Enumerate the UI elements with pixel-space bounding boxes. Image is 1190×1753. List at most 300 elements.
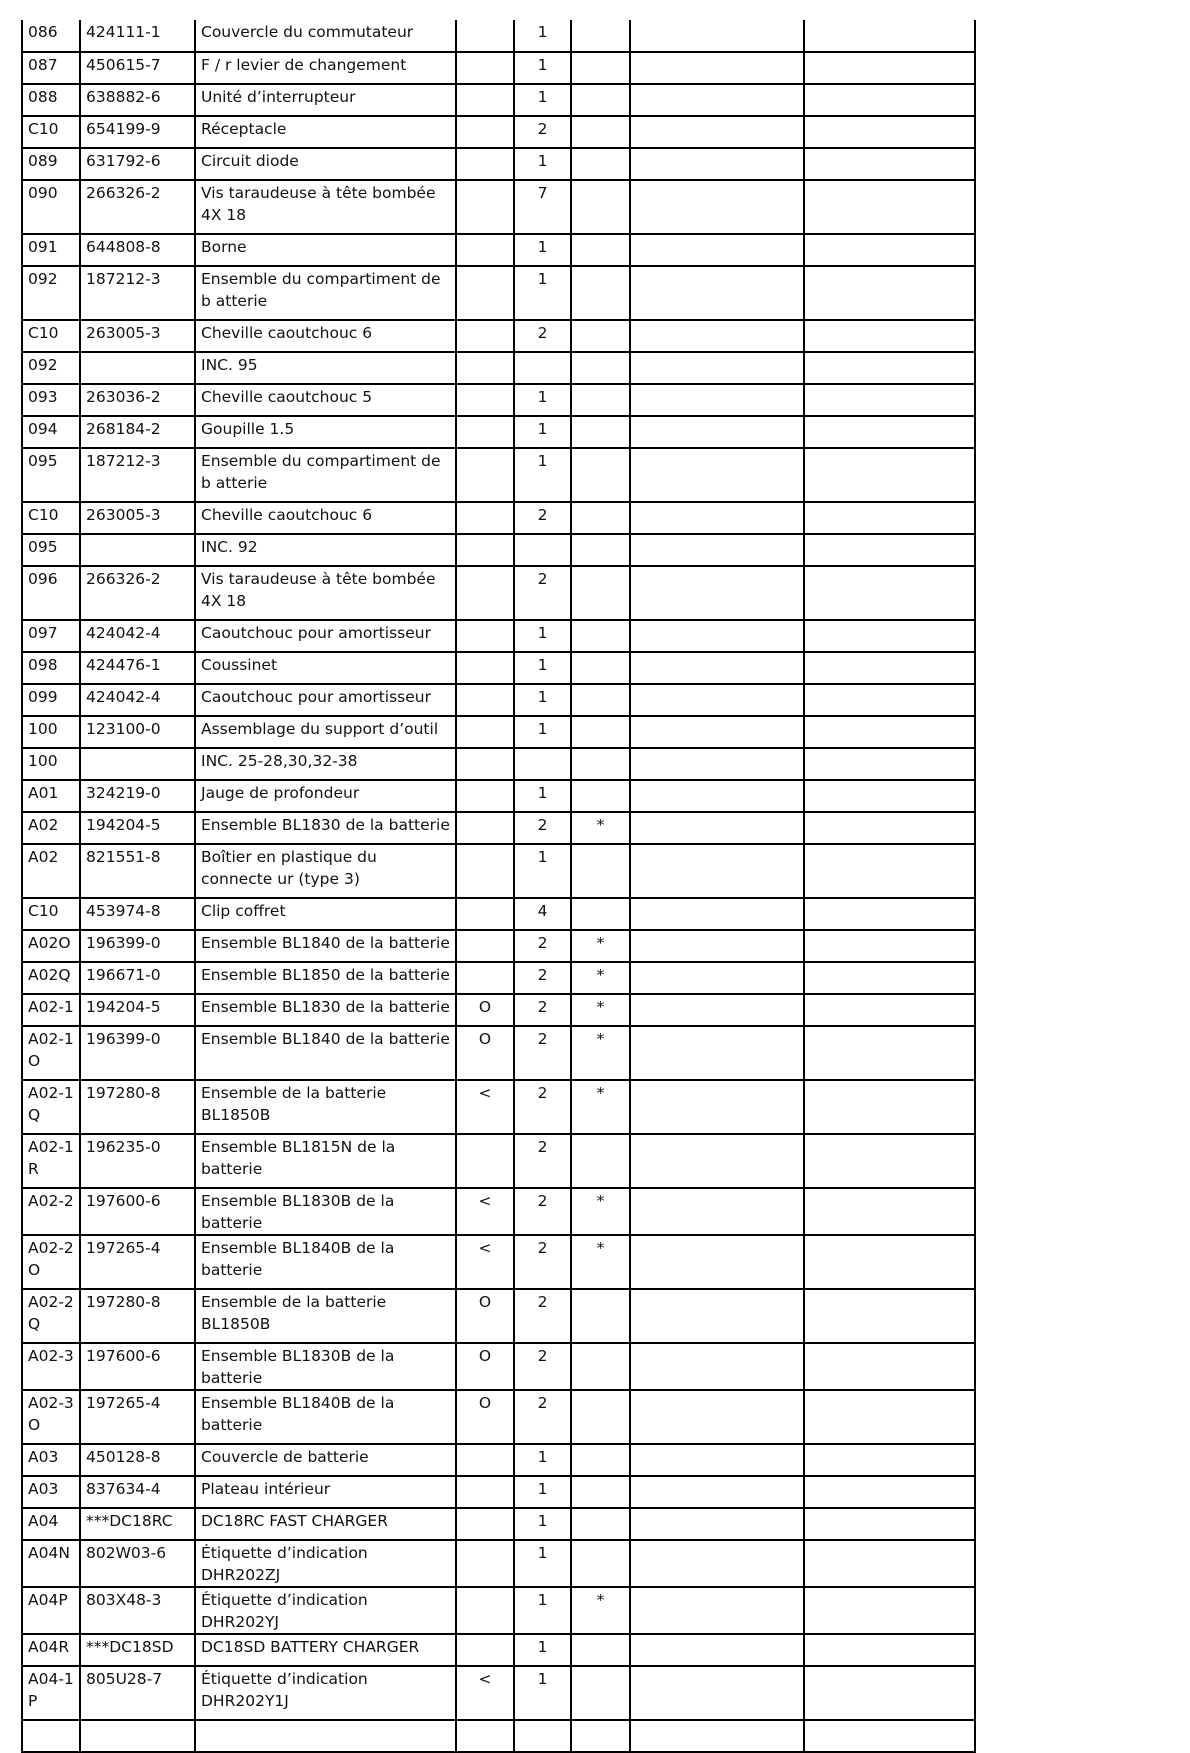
blank-cell xyxy=(630,416,804,448)
item-number-cell: A02-1 Q xyxy=(22,1080,80,1134)
description-cell: Coussinet xyxy=(195,652,456,684)
description-cell: INC. 95 xyxy=(195,352,456,384)
marker-cell xyxy=(456,1587,514,1634)
quantity-cell: 1 xyxy=(514,1444,571,1476)
note-cell xyxy=(571,1720,630,1752)
marker-cell: < xyxy=(456,1235,514,1289)
item-number-cell: A02 xyxy=(22,812,80,844)
marker-cell xyxy=(456,898,514,930)
item-number-cell: A04R xyxy=(22,1634,80,1666)
item-number-cell: 092 xyxy=(22,352,80,384)
blank-cell xyxy=(630,534,804,566)
quantity-cell: 2 xyxy=(514,1134,571,1188)
item-number-cell: C10 xyxy=(22,320,80,352)
note-cell: * xyxy=(571,994,630,1026)
item-number-cell: A03 xyxy=(22,1476,80,1508)
blank-cell xyxy=(804,812,975,844)
quantity-cell: 1 xyxy=(514,20,571,52)
note-cell xyxy=(571,416,630,448)
marker-cell xyxy=(456,534,514,566)
blank-cell xyxy=(804,180,975,234)
blank-cell xyxy=(804,384,975,416)
part-number-cell: 268184-2 xyxy=(80,416,195,448)
blank-cell xyxy=(804,1634,975,1666)
blank-cell xyxy=(630,566,804,620)
blank-cell xyxy=(804,1666,975,1720)
item-number-cell: 095 xyxy=(22,448,80,502)
description-cell: Ensemble de la batterie BL1850B xyxy=(195,1289,456,1343)
blank-cell xyxy=(804,1343,975,1390)
table-row xyxy=(22,780,975,812)
description-cell: Ensemble BL1840 de la batterie xyxy=(195,1026,456,1080)
part-number-cell: 123100-0 xyxy=(80,716,195,748)
description-cell: DC18SD BATTERY CHARGER xyxy=(195,1634,456,1666)
marker-cell xyxy=(456,1508,514,1540)
blank-cell xyxy=(804,1080,975,1134)
blank-cell xyxy=(630,780,804,812)
part-number-cell: 263005-3 xyxy=(80,502,195,534)
marker-cell xyxy=(456,52,514,84)
item-number-cell: 091 xyxy=(22,234,80,266)
table-row xyxy=(22,266,975,320)
item-number-cell: 098 xyxy=(22,652,80,684)
blank-cell xyxy=(630,1476,804,1508)
blank-cell xyxy=(630,502,804,534)
blank-cell xyxy=(804,1444,975,1476)
marker-cell xyxy=(456,1444,514,1476)
note-cell xyxy=(571,384,630,416)
table-row xyxy=(22,844,975,898)
blank-cell xyxy=(804,116,975,148)
marker-cell xyxy=(456,266,514,320)
table-row xyxy=(22,1080,975,1134)
description-cell: Ensemble BL1840B de la batterie xyxy=(195,1390,456,1444)
note-cell xyxy=(571,266,630,320)
item-number-cell: 087 xyxy=(22,52,80,84)
part-number-cell: 266326-2 xyxy=(80,566,195,620)
note-cell: * xyxy=(571,930,630,962)
note-cell: * xyxy=(571,1026,630,1080)
note-cell: * xyxy=(571,1188,630,1235)
note-cell xyxy=(571,502,630,534)
note-cell xyxy=(571,1476,630,1508)
blank-cell xyxy=(804,898,975,930)
part-number-cell: ***DC18SD xyxy=(80,1634,195,1666)
blank-cell xyxy=(630,1235,804,1289)
marker-cell: O xyxy=(456,1390,514,1444)
note-cell xyxy=(571,116,630,148)
parts-table xyxy=(21,20,976,1753)
blank-cell xyxy=(630,148,804,180)
marker-cell xyxy=(456,352,514,384)
quantity-cell: 2 xyxy=(514,116,571,148)
blank-cell xyxy=(804,1134,975,1188)
blank-cell xyxy=(630,116,804,148)
note-cell xyxy=(571,534,630,566)
part-number-cell: 654199-9 xyxy=(80,116,195,148)
note-cell xyxy=(571,1634,630,1666)
part-number-cell xyxy=(80,1720,195,1752)
marker-cell xyxy=(456,1720,514,1752)
quantity-cell: 2 xyxy=(514,962,571,994)
description-cell: F / r levier de changement xyxy=(195,52,456,84)
blank-cell xyxy=(804,148,975,180)
part-number-cell: 803X48-3 xyxy=(80,1587,195,1634)
marker-cell xyxy=(456,716,514,748)
description-cell: Ensemble BL1840 de la batterie xyxy=(195,930,456,962)
blank-cell xyxy=(804,780,975,812)
table-row xyxy=(22,448,975,502)
note-cell xyxy=(571,1390,630,1444)
quantity-cell: 1 xyxy=(514,1666,571,1720)
blank-cell xyxy=(804,566,975,620)
quantity-cell: 2 xyxy=(514,1289,571,1343)
blank-cell xyxy=(804,1720,975,1752)
part-number-cell: 187212-3 xyxy=(80,266,195,320)
part-number-cell: 197600-6 xyxy=(80,1188,195,1235)
quantity-cell: 1 xyxy=(514,716,571,748)
marker-cell xyxy=(456,20,514,52)
table-row xyxy=(22,352,975,384)
item-number-cell: 100 xyxy=(22,748,80,780)
blank-cell xyxy=(630,234,804,266)
description-cell: Caoutchouc pour amortisseur xyxy=(195,620,456,652)
note-cell xyxy=(571,716,630,748)
blank-cell xyxy=(804,652,975,684)
table-row xyxy=(22,684,975,716)
item-number-cell: 090 xyxy=(22,180,80,234)
blank-cell xyxy=(804,320,975,352)
marker-cell xyxy=(456,844,514,898)
table-row xyxy=(22,1235,975,1289)
table-row xyxy=(22,1508,975,1540)
quantity-cell: 2 xyxy=(514,994,571,1026)
blank-cell xyxy=(630,84,804,116)
table-row xyxy=(22,384,975,416)
quantity-cell: 2 xyxy=(514,1026,571,1080)
description-cell xyxy=(195,1720,456,1752)
quantity-cell: 2 xyxy=(514,320,571,352)
marker-cell xyxy=(456,1476,514,1508)
note-cell xyxy=(571,684,630,716)
marker-cell xyxy=(456,1540,514,1587)
part-number-cell: 197280-8 xyxy=(80,1289,195,1343)
note-cell: * xyxy=(571,1235,630,1289)
blank-cell xyxy=(630,812,804,844)
description-cell: Ensemble BL1830 de la batterie xyxy=(195,994,456,1026)
table-row xyxy=(22,502,975,534)
table-row xyxy=(22,116,975,148)
blank-cell xyxy=(630,320,804,352)
marker-cell xyxy=(456,320,514,352)
description-cell: INC. 25-28,30,32-38 xyxy=(195,748,456,780)
table-row xyxy=(22,1476,975,1508)
blank-cell xyxy=(804,1390,975,1444)
description-cell: Ensemble du compartiment de b atterie xyxy=(195,266,456,320)
blank-cell xyxy=(804,748,975,780)
description-cell: Ensemble de la batterie BL1850B xyxy=(195,1080,456,1134)
item-number-cell: 094 xyxy=(22,416,80,448)
marker-cell xyxy=(456,148,514,180)
blank-cell xyxy=(630,384,804,416)
quantity-cell: 1 xyxy=(514,448,571,502)
part-number-cell: 805U28-7 xyxy=(80,1666,195,1720)
table-row xyxy=(22,148,975,180)
marker-cell xyxy=(456,652,514,684)
table-row xyxy=(22,52,975,84)
quantity-cell: 1 xyxy=(514,148,571,180)
blank-cell xyxy=(804,1476,975,1508)
quantity-cell: 1 xyxy=(514,52,571,84)
description-cell: INC. 92 xyxy=(195,534,456,566)
table-row xyxy=(22,1587,975,1634)
blank-cell xyxy=(630,1343,804,1390)
table-row xyxy=(22,1188,975,1235)
blank-cell xyxy=(630,1390,804,1444)
note-cell: * xyxy=(571,1587,630,1634)
quantity-cell: 1 xyxy=(514,234,571,266)
item-number-cell: A02-1 R xyxy=(22,1134,80,1188)
table-row xyxy=(22,994,975,1026)
note-cell: * xyxy=(571,812,630,844)
blank-cell xyxy=(630,180,804,234)
quantity-cell xyxy=(514,748,571,780)
table-row xyxy=(22,1390,975,1444)
blank-cell xyxy=(804,352,975,384)
blank-cell xyxy=(804,1587,975,1634)
blank-cell xyxy=(630,1587,804,1634)
item-number-cell: C10 xyxy=(22,116,80,148)
item-number-cell: 096 xyxy=(22,566,80,620)
blank-cell xyxy=(804,1188,975,1235)
blank-cell xyxy=(804,1540,975,1587)
item-number-cell: A04 xyxy=(22,1508,80,1540)
item-number-cell xyxy=(22,1720,80,1752)
item-number-cell: C10 xyxy=(22,502,80,534)
table-row xyxy=(22,180,975,234)
part-number-cell: 197265-4 xyxy=(80,1235,195,1289)
blank-cell xyxy=(630,1444,804,1476)
description-cell: Couvercle du commutateur xyxy=(195,20,456,52)
description-cell: Ensemble BL1830B de la batterie xyxy=(195,1188,456,1235)
item-number-cell: A04-1 P xyxy=(22,1666,80,1720)
description-cell: Réceptacle xyxy=(195,116,456,148)
item-number-cell: 088 xyxy=(22,84,80,116)
part-number-cell xyxy=(80,748,195,780)
quantity-cell: 1 xyxy=(514,1587,571,1634)
part-number-cell: 424042-4 xyxy=(80,620,195,652)
description-cell: DC18RC FAST CHARGER xyxy=(195,1508,456,1540)
marker-cell: < xyxy=(456,1188,514,1235)
part-number-cell: 194204-5 xyxy=(80,812,195,844)
item-number-cell: A02-2 xyxy=(22,1188,80,1235)
quantity-cell: 2 xyxy=(514,1390,571,1444)
table-row xyxy=(22,1343,975,1390)
marker-cell: O xyxy=(456,1289,514,1343)
blank-cell xyxy=(804,844,975,898)
part-number-cell: 424042-4 xyxy=(80,684,195,716)
description-cell: Circuit diode xyxy=(195,148,456,180)
marker-cell xyxy=(456,234,514,266)
table-row xyxy=(22,320,975,352)
part-number-cell: 324219-0 xyxy=(80,780,195,812)
description-cell: Ensemble BL1850 de la batterie xyxy=(195,962,456,994)
item-number-cell: 097 xyxy=(22,620,80,652)
blank-cell xyxy=(804,930,975,962)
item-number-cell: 095 xyxy=(22,534,80,566)
quantity-cell: 2 xyxy=(514,930,571,962)
marker-cell xyxy=(456,566,514,620)
note-cell xyxy=(571,448,630,502)
note-cell: * xyxy=(571,1080,630,1134)
blank-cell xyxy=(804,502,975,534)
description-cell: Couvercle de batterie xyxy=(195,1444,456,1476)
blank-cell xyxy=(630,930,804,962)
note-cell xyxy=(571,566,630,620)
note-cell xyxy=(571,1343,630,1390)
description-cell: Jauge de profondeur xyxy=(195,780,456,812)
blank-cell xyxy=(804,1289,975,1343)
table-row xyxy=(22,416,975,448)
part-number-cell: 837634-4 xyxy=(80,1476,195,1508)
note-cell xyxy=(571,148,630,180)
quantity-cell: 1 xyxy=(514,1634,571,1666)
part-number-cell: 263036-2 xyxy=(80,384,195,416)
quantity-cell: 2 xyxy=(514,566,571,620)
blank-cell xyxy=(804,52,975,84)
note-cell xyxy=(571,1666,630,1720)
quantity-cell: 2 xyxy=(514,1235,571,1289)
marker-cell xyxy=(456,448,514,502)
item-number-cell: A02O xyxy=(22,930,80,962)
item-number-cell: A02Q xyxy=(22,962,80,994)
description-cell: Vis taraudeuse à tête bombée 4X 18 xyxy=(195,566,456,620)
table-row xyxy=(22,620,975,652)
blank-cell xyxy=(630,652,804,684)
blank-cell xyxy=(804,994,975,1026)
description-cell: Ensemble BL1815N de la batterie xyxy=(195,1134,456,1188)
blank-cell xyxy=(630,20,804,52)
description-cell: Plateau intérieur xyxy=(195,1476,456,1508)
quantity-cell xyxy=(514,352,571,384)
table-row xyxy=(22,20,975,52)
note-cell xyxy=(571,1289,630,1343)
blank-cell xyxy=(804,1026,975,1080)
note-cell xyxy=(571,320,630,352)
part-number-cell: 450615-7 xyxy=(80,52,195,84)
table-row xyxy=(22,1720,975,1752)
item-number-cell: A02-1 xyxy=(22,994,80,1026)
part-number-cell: 197280-8 xyxy=(80,1080,195,1134)
marker-cell xyxy=(456,416,514,448)
table-row xyxy=(22,898,975,930)
quantity-cell: 4 xyxy=(514,898,571,930)
description-cell: Ensemble BL1830B de la batterie xyxy=(195,1343,456,1390)
part-number-cell xyxy=(80,352,195,384)
description-cell: Ensemble BL1840B de la batterie xyxy=(195,1235,456,1289)
quantity-cell: 1 xyxy=(514,1476,571,1508)
table-row xyxy=(22,930,975,962)
blank-cell xyxy=(630,352,804,384)
blank-cell xyxy=(630,962,804,994)
table-row xyxy=(22,566,975,620)
table-row xyxy=(22,748,975,780)
blank-cell xyxy=(630,844,804,898)
marker-cell: < xyxy=(456,1080,514,1134)
item-number-cell: A02-3 xyxy=(22,1343,80,1390)
table-row xyxy=(22,812,975,844)
marker-cell xyxy=(456,748,514,780)
part-number-cell: 263005-3 xyxy=(80,320,195,352)
description-cell: Étiquette d’indication DHR202YJ xyxy=(195,1587,456,1634)
part-number-cell: 453974-8 xyxy=(80,898,195,930)
item-number-cell: A01 xyxy=(22,780,80,812)
part-number-cell: 196671-0 xyxy=(80,962,195,994)
description-cell: Assemblage du support d’outil xyxy=(195,716,456,748)
blank-cell xyxy=(630,1508,804,1540)
part-number-cell: 197600-6 xyxy=(80,1343,195,1390)
note-cell xyxy=(571,1134,630,1188)
description-cell: Caoutchouc pour amortisseur xyxy=(195,684,456,716)
description-cell: Étiquette d’indication DHR202ZJ xyxy=(195,1540,456,1587)
quantity-cell: 1 xyxy=(514,84,571,116)
part-number-cell: 196399-0 xyxy=(80,930,195,962)
blank-cell xyxy=(804,962,975,994)
description-cell: Borne xyxy=(195,234,456,266)
parts-table-body xyxy=(22,20,975,1752)
blank-cell xyxy=(630,898,804,930)
marker-cell xyxy=(456,930,514,962)
table-row xyxy=(22,652,975,684)
description-cell: Cheville caoutchouc 6 xyxy=(195,320,456,352)
description-cell: Étiquette d’indication DHR202Y1J xyxy=(195,1666,456,1720)
note-cell xyxy=(571,620,630,652)
item-number-cell: 093 xyxy=(22,384,80,416)
marker-cell xyxy=(456,1634,514,1666)
note-cell xyxy=(571,84,630,116)
quantity-cell: 2 xyxy=(514,812,571,844)
blank-cell xyxy=(804,534,975,566)
part-number-cell: 424476-1 xyxy=(80,652,195,684)
note-cell xyxy=(571,1444,630,1476)
part-number-cell: 631792-6 xyxy=(80,148,195,180)
blank-cell xyxy=(630,1188,804,1235)
quantity-cell: 7 xyxy=(514,180,571,234)
blank-cell xyxy=(630,1634,804,1666)
item-number-cell: 086 xyxy=(22,20,80,52)
item-number-cell: A04N xyxy=(22,1540,80,1587)
description-cell: Ensemble du compartiment de b atterie xyxy=(195,448,456,502)
quantity-cell: 1 xyxy=(514,652,571,684)
quantity-cell: 1 xyxy=(514,266,571,320)
quantity-cell: 1 xyxy=(514,620,571,652)
quantity-cell xyxy=(514,534,571,566)
quantity-cell: 2 xyxy=(514,1343,571,1390)
quantity-cell: 1 xyxy=(514,384,571,416)
marker-cell xyxy=(456,116,514,148)
table-row xyxy=(22,1666,975,1720)
marker-cell xyxy=(456,502,514,534)
quantity-cell: 2 xyxy=(514,1080,571,1134)
part-number-cell: 266326-2 xyxy=(80,180,195,234)
blank-cell xyxy=(630,1666,804,1720)
blank-cell xyxy=(804,716,975,748)
parts-list-sheet xyxy=(21,20,976,1753)
blank-cell xyxy=(804,20,975,52)
quantity-cell: 2 xyxy=(514,502,571,534)
blank-cell xyxy=(630,748,804,780)
part-number-cell: 450128-8 xyxy=(80,1444,195,1476)
